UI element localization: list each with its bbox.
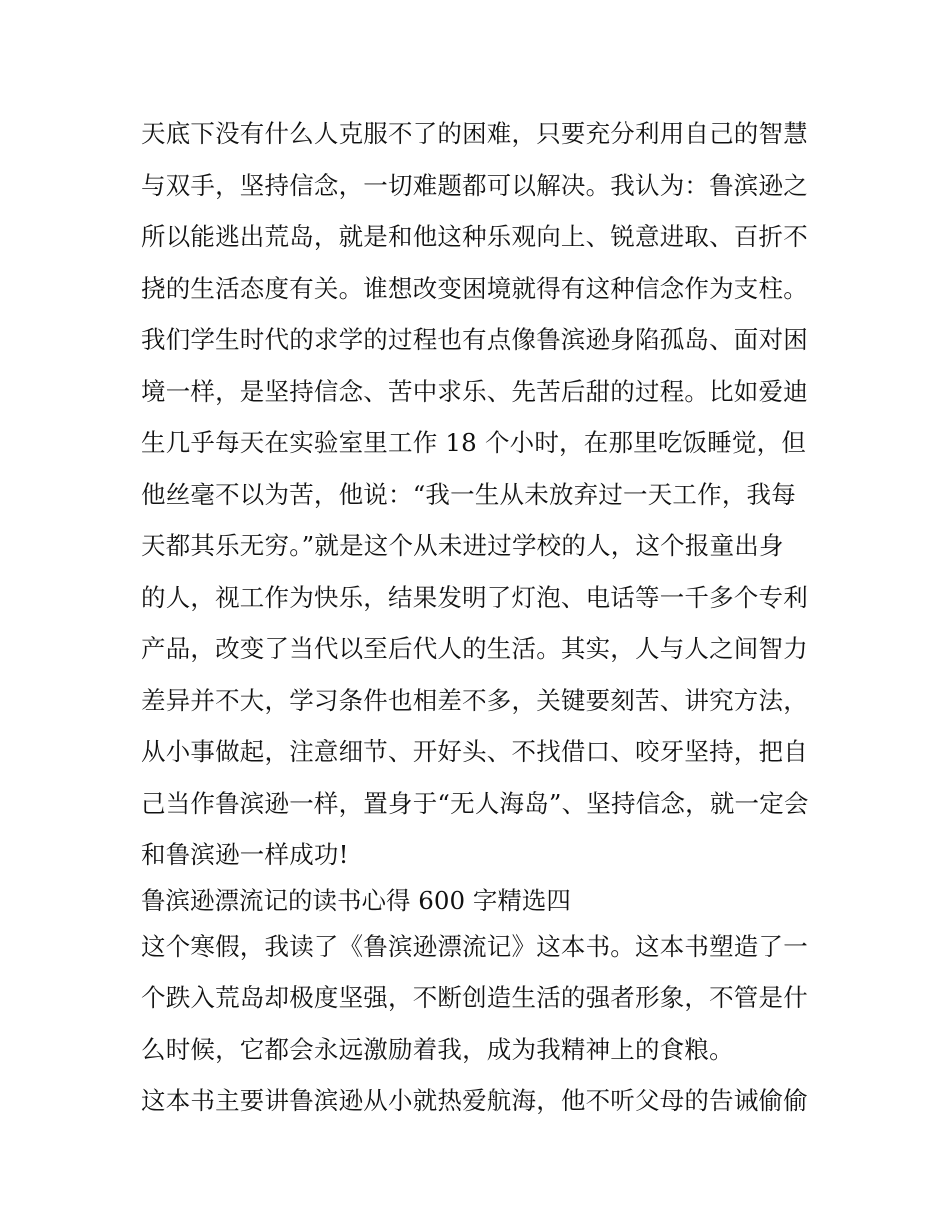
text-line: 天都其乐无穷。”就是这个从未进过学校的人，这个报童出身 [141,531,784,560]
text-line: 我们学生时代的求学的过程也有点像鲁滨逊身陷孤岛、面对困 [141,325,808,354]
text-line: 天底下没有什么人克服不了的困难，只要充分利用自己的智慧 [141,119,808,148]
text-line: 么时候，它都会永远激励着我，成为我精神上的食粮。 [141,1034,734,1064]
text-line: 他丝毫不以为苦，他说：“我一生从未放弃过一天工作，我每 [141,479,796,509]
text-line: 个跌入荒岛却极度坚强，不断创造生活的强者形象，不管是什 [141,983,808,1012]
paragraph-3 [141,1075,816,1127]
text-line: 的人，视工作为快乐，结果发明了灯泡、电话等一千多个专利 [141,582,808,612]
text-line: 从小事做起，注意细节、开好头、不找借口、咬牙坚持，把自 [141,737,808,766]
text-line: 己当作鲁滨逊一样，置身于“无人海岛”、坚持信念，就一定会 [141,788,809,818]
text-line: 和鲁滨逊一样成功! [141,840,349,869]
text-line: 挠的生活态度有关。谁想改变困境就得有这种信念作为支柱。 [141,273,808,303]
text-line: 产品，改变了当代以至后代人的生活。其实，人与人之间智力 [141,634,808,663]
text-line: 差异并不大，学习条件也相差不多，关键要刻苦、讲究方法， [141,685,808,715]
paragraph-2 [141,921,816,1076]
text-line: 这本书主要讲鲁滨逊从小就热爱航海，他不听父母的告诫偷偷 [141,1086,808,1115]
section-heading: 鲁滨逊漂流记的读书心得 600 字精选四 [141,885,571,915]
text-line: 所以能逃出荒岛，就是和他这种乐观向上、锐意进取、百折不 [141,222,808,251]
text-line: 这个寒假，我读了《鲁滨逊漂流记》这本书。这本书塑造了一 [141,931,808,961]
text-line: 境一样，是坚持信念、苦中求乐、先苦后甜的过程。比如爱迪 [141,376,808,406]
text-line: 与双手，坚持信念，一切难题都可以解决。我认为：鲁滨逊之 [141,170,808,200]
document-body [141,108,816,1127]
text-line: 生几乎每天在实验室里工作 18 个小时，在那里吃饭睡觉，但 [141,428,807,457]
paragraph-1 [141,108,816,881]
